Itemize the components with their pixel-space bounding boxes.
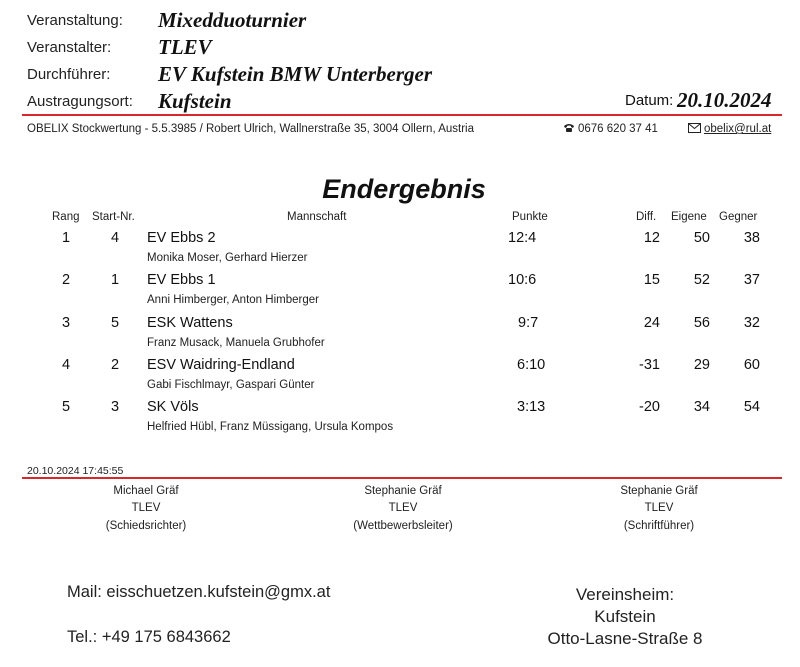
software-email[interactable]: [688, 123, 771, 136]
row-start: 2: [111, 357, 120, 373]
email-link[interactable]: obelix@rul.at: [704, 123, 772, 135]
row-opp: 37: [743, 272, 760, 288]
date-value: 20.10.2024: [677, 88, 772, 112]
row-diff: 24: [643, 315, 660, 331]
row-opp: 54: [743, 399, 760, 415]
executor-label: Durchführer:: [27, 66, 111, 83]
row-diff: -20: [639, 399, 660, 415]
row-own: 50: [693, 230, 710, 246]
row-players: Helfried Hübl, Franz Müssigang, Ursula Kompos: [147, 421, 394, 433]
organizer-value: TLEV: [158, 35, 212, 59]
row-opp: 32: [743, 315, 760, 331]
header-opp: Gegner: [719, 211, 758, 223]
row-start: 5: [111, 315, 120, 331]
row-players: Franz Musack, Manuela Grubhofer: [147, 337, 325, 349]
row-opp: 38: [743, 230, 760, 246]
header-start: Start-Nr.: [92, 211, 135, 223]
row-players: Anni Himberger, Anton Himberger: [147, 294, 319, 306]
row-players: Gabi Fischlmayr, Gaspari Günter: [147, 379, 315, 391]
official-name: Stephanie Gräf: [364, 485, 442, 497]
row-diff: 12: [643, 230, 660, 246]
official-org: TLEV: [644, 502, 674, 514]
row-points: 6:10: [517, 357, 546, 373]
row-diff: 15: [643, 272, 660, 288]
official-role: (Schriftführer): [623, 520, 695, 532]
phone-number: 0676 620 37 41: [578, 123, 658, 135]
header-team: Mannschaft: [287, 211, 347, 223]
footer-phone: Tel.: +49 175 6843662: [67, 628, 231, 646]
row-points: 9:7: [518, 315, 539, 331]
official-org: TLEV: [388, 502, 418, 514]
location-label: Austragungsort:: [27, 93, 133, 110]
venue-city: Kufstein: [594, 607, 656, 626]
organizer-label: Veranstalter:: [27, 39, 112, 56]
row-rang: 3: [62, 315, 71, 331]
date-label: Datum:: [625, 92, 674, 109]
row-rang: 4: [62, 357, 71, 373]
mail-icon: [688, 123, 701, 136]
official-role: (Schiedsrichter): [105, 520, 187, 532]
row-team: SK Völs: [147, 399, 199, 415]
row-start: 4: [111, 230, 120, 246]
row-opp: 60: [743, 357, 760, 373]
software-line: OBELIX Stockwertung - 5.5.3985 / Robert Ulrich, Wallnerstraße 35, 3004 Ollern, Austria: [27, 123, 475, 135]
header-own: Eigene: [671, 211, 707, 223]
row-rang: 1: [62, 230, 71, 246]
header-points: Punkte: [512, 211, 548, 223]
venue-label: Vereinsheim:: [575, 585, 675, 604]
row-own: 56: [693, 315, 710, 331]
row-own: 29: [693, 357, 710, 373]
row-team: EV Ebbs 2: [147, 230, 216, 246]
header-diff: Diff.: [636, 211, 657, 223]
event-value: Mixedduoturnier: [158, 8, 307, 32]
phone-icon: [563, 123, 575, 136]
venue-street: Otto-Lasne-Straße 8: [547, 629, 703, 648]
row-team: ESV Waidring-Endland: [147, 357, 295, 373]
row-own: 52: [693, 272, 710, 288]
official-name: Stephanie Gräf: [620, 485, 698, 497]
row-team: ESK Wattens: [147, 315, 233, 331]
row-rang: 5: [62, 399, 71, 415]
official-role: (Wettbewerbsleiter): [353, 520, 453, 532]
row-points: 3:13: [517, 399, 546, 415]
row-start: 1: [111, 272, 120, 288]
software-phone: [563, 123, 658, 136]
row-own: 34: [693, 399, 710, 415]
footer-divider: [22, 477, 782, 479]
official-org: TLEV: [131, 502, 161, 514]
executor-value: EV Kufstein BMW Unterberger: [158, 62, 433, 86]
header-divider: [22, 114, 782, 116]
official-name: Michael Gräf: [113, 485, 179, 497]
page-title: Endergebnis: [322, 174, 486, 204]
event-label: Veranstaltung:: [27, 12, 123, 29]
row-start: 3: [111, 399, 120, 415]
location-value: Kufstein: [158, 89, 232, 113]
row-diff: -31: [639, 357, 660, 373]
row-points: 12:4: [508, 230, 537, 246]
header-rang: Rang: [52, 211, 80, 223]
footer-mail: Mail: eisschuetzen.kufstein@gmx.at: [67, 583, 331, 601]
row-players: Monika Moser, Gerhard Hierzer: [147, 252, 308, 264]
row-rang: 2: [62, 272, 71, 288]
timestamp: 20.10.2024 17:45:55: [27, 465, 124, 477]
row-points: 10:6: [508, 272, 537, 288]
row-team: EV Ebbs 1: [147, 272, 216, 288]
